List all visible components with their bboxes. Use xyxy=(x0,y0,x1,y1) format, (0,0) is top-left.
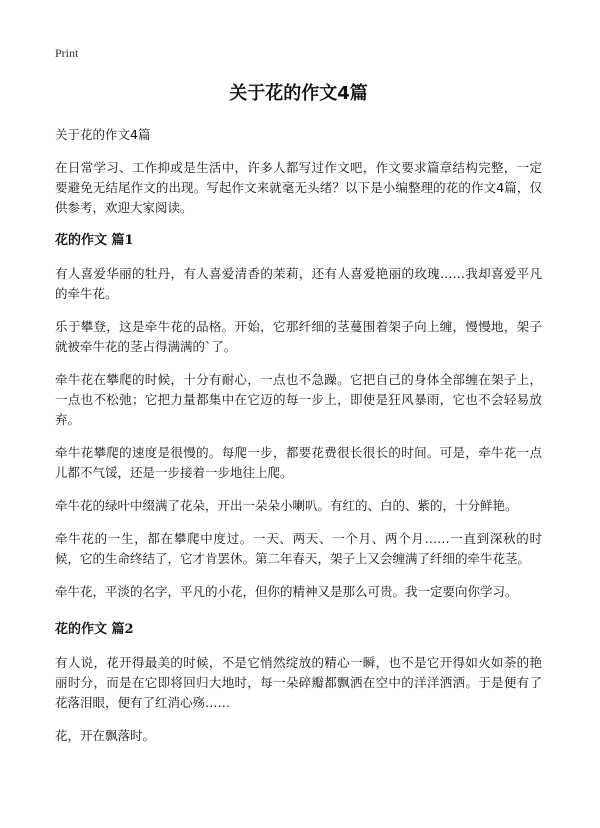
section-1 xyxy=(55,231,542,602)
paragraph: 有人说，花开得最美的时候，不是它悄然绽放的精心一瞬，也不是它开得如火如荼的艳丽时分，而是在它即将回归大地时，每一朵碎瓣都飘洒在空中的洋洋洒洒。于是便有了花落泪眼，便有了红消心殇…… xyxy=(55,655,542,710)
paragraph: 牵牛花，平淡的名字，平凡的小花，但你的精神又是那么可贵。我一定要向你学习。 xyxy=(55,584,518,599)
intro-paragraph: 在日常学习、工作抑或是生活中，许多人都写过作文吧，作文要求篇章结构完整，一定要避免无结尾作文的出现。写起作文来就毫无头绪？以下是小编整理的花的作文4篇，仅供参考，欢迎大家阅读。 xyxy=(55,160,542,215)
page-title: 关于花的作文4篇 xyxy=(229,83,368,104)
document-subtitle: 关于花的作文4篇 xyxy=(55,127,151,142)
paragraph: 有人喜爱华丽的牡丹，有人喜爱清香的茉莉，还有人喜爱艳丽的玫瑰……我却喜爱平凡的牵牛花。 xyxy=(55,266,542,301)
paragraph: 牵牛花在攀爬的时候，十分有耐心，一点也不急躁。它把自己的身体全部缠在架子上，一点也不松弛；它把力量都集中在它迈的每一步上，即使是狂风暴雨，它也不会轻易放弃。 xyxy=(55,372,542,427)
paragraph: 牵牛花的一生，都在攀爬中度过。一天、两天、一个月、两个月……一直到深秋的时候，它的生命终结了，它才肯罢休。第二年春天，架子上又会缠满了纤细的牵牛花茎。 xyxy=(55,531,542,566)
section-heading: 花的作文 篇2 xyxy=(55,622,134,637)
section-2 xyxy=(55,620,542,746)
section-heading: 花的作文 篇1 xyxy=(55,233,134,248)
print-link[interactable]: Print xyxy=(55,46,79,60)
paragraph: 牵牛花攀爬的速度是很慢的。每爬一步，都要花费很长很长的时间。可是，牵牛花一点儿都不气馁，还是一步接着一步地往上爬。 xyxy=(55,445,542,480)
paragraph: 花，开在飘落时。 xyxy=(55,728,156,743)
paragraph: 乐于攀登，这是牵牛花的品格。开始，它那纤细的茎蔓围着架子向上缠，慢慢地，架子就被牵牛花的茎占得满满的`了。 xyxy=(55,319,542,354)
paragraph: 牵牛花的绿叶中缀满了花朵，开出一朵朵小喇叭。有红的、白的、紫的，十分鲜艳。 xyxy=(55,498,518,513)
